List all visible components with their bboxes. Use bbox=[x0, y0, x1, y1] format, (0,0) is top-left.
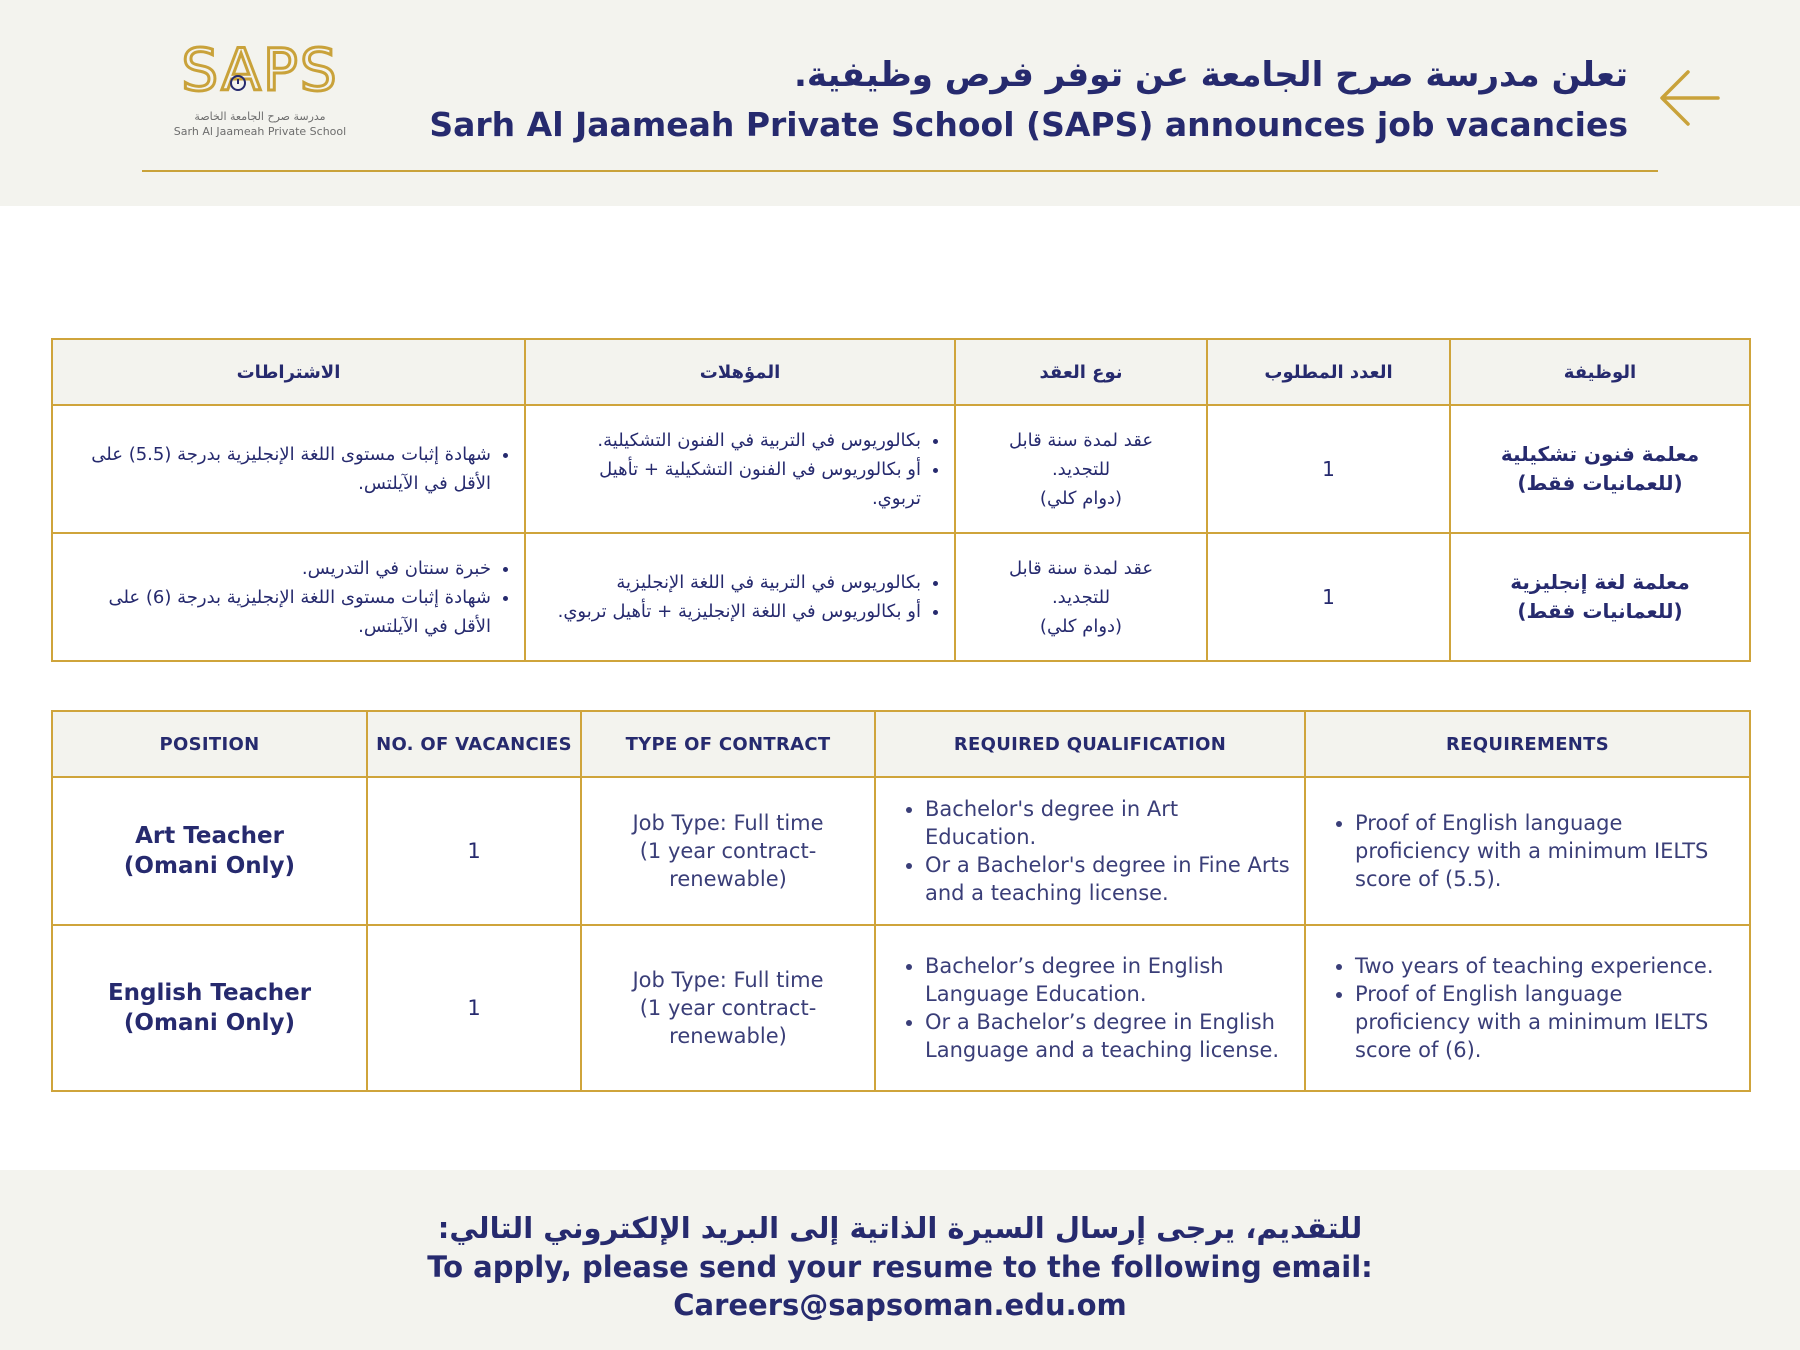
careers-email-link[interactable]: Careers@sapsoman.edu.om bbox=[673, 1288, 1127, 1322]
list-item: • شهادة إثبات مستوى اللغة الإنجليزية بدرجة (6) على الأقل في الآيلتس. bbox=[74, 583, 491, 641]
vacancies-cell: 1 bbox=[367, 925, 581, 1091]
list-item: • Or a Bachelor's degree in Fine Arts and a teaching license. bbox=[925, 851, 1295, 907]
page-title-ar: تعلن مدرسة صرح الجامعة عن توفر فرص وظيفية. bbox=[793, 55, 1628, 95]
list-item: • Bachelor's degree in Art Education. bbox=[925, 795, 1295, 851]
contract-line: renewable) bbox=[669, 867, 787, 891]
qualifications-cell bbox=[525, 533, 955, 661]
position-title: معلمة فنون تشكيلية bbox=[1500, 442, 1700, 466]
table-row bbox=[52, 925, 1750, 1091]
contract-line: عقد لمدة سنة قابل bbox=[1008, 557, 1154, 579]
position-cell bbox=[52, 777, 367, 925]
vacancies-cell: 1 bbox=[1207, 405, 1450, 533]
header-band bbox=[0, 0, 1800, 206]
table-row bbox=[52, 405, 1750, 533]
header-divider bbox=[142, 170, 1658, 172]
list-item: • خبرة سنتان في التدريس. bbox=[74, 554, 491, 583]
page-title-block bbox=[429, 48, 1628, 148]
list-item: • أو بكالوريوس في الفنون التشكيلية + تأهيل تربوي. bbox=[547, 455, 921, 513]
list-item: • Bachelor’s degree in English Language Education. bbox=[925, 952, 1295, 1008]
position-note: (Omani Only) bbox=[123, 1010, 296, 1036]
position-cell bbox=[52, 925, 367, 1091]
contract-line: (دوام كلي) bbox=[1039, 487, 1123, 509]
contract-line: عقد لمدة سنة قابل bbox=[1008, 429, 1154, 451]
position-title: Art Teacher bbox=[135, 823, 284, 849]
qualifications-cell bbox=[525, 405, 955, 533]
list-item: • Two years of teaching experience. bbox=[1355, 952, 1740, 980]
col-header-position-en: POSITION bbox=[52, 711, 367, 777]
position-title: معلمة لغة إنجليزية bbox=[1510, 570, 1690, 594]
requirements-cell bbox=[52, 533, 525, 661]
arrow-left-icon bbox=[1656, 66, 1722, 130]
contract-line: (1 year contract- bbox=[639, 996, 817, 1020]
vacancies-table-english bbox=[51, 710, 1751, 1092]
contract-line: Job Type: Full time bbox=[632, 811, 824, 835]
list-item: • بكالوريوس في التربية في الفنون التشكيلية. bbox=[547, 426, 921, 455]
footer-band bbox=[0, 1170, 1800, 1350]
logo-name-en: Sarh Al Jaameah Private School bbox=[173, 125, 347, 138]
vacancies-cell: 1 bbox=[1207, 533, 1450, 661]
requirements-cell bbox=[1305, 925, 1750, 1091]
contract-line: (1 year contract- bbox=[639, 839, 817, 863]
position-cell bbox=[1450, 533, 1750, 661]
contract-line: renewable) bbox=[669, 1024, 787, 1048]
contract-cell bbox=[581, 925, 875, 1091]
col-header-qualifications-ar: المؤهلات bbox=[525, 339, 955, 405]
contract-line: Job Type: Full time bbox=[632, 968, 824, 992]
position-note: (للعمانيات فقط) bbox=[1517, 599, 1683, 623]
list-item: • Proof of English language proficiency with a minimum IELTS score of (5.5). bbox=[1355, 809, 1740, 893]
contract-line: للتجديد. bbox=[1051, 458, 1111, 480]
col-header-position-ar: الوظيفة bbox=[1450, 339, 1750, 405]
col-header-contract-ar: نوع العقد bbox=[955, 339, 1207, 405]
apply-instructions-ar: للتقديم، يرجى إرسال السيرة الذاتية إلى البريد الإلكتروني التالي: bbox=[437, 1211, 1363, 1245]
position-title: English Teacher bbox=[107, 980, 312, 1006]
col-header-requirements-en: REQUIREMENTS bbox=[1305, 711, 1750, 777]
position-cell bbox=[1450, 405, 1750, 533]
position-note: (Omani Only) bbox=[123, 853, 296, 879]
col-header-contract-en: TYPE OF CONTRACT bbox=[581, 711, 875, 777]
contract-line: للتجديد. bbox=[1051, 586, 1111, 608]
list-item: • بكالوريوس في التربية في اللغة الإنجليزية bbox=[547, 568, 921, 597]
position-note: (للعمانيات فقط) bbox=[1517, 471, 1683, 495]
col-header-vacancies-en: NO. OF VACANCIES bbox=[367, 711, 581, 777]
apply-instructions-en: To apply, please send your resume to the following email: bbox=[427, 1250, 1373, 1284]
vacancies-cell: 1 bbox=[367, 777, 581, 925]
contract-cell bbox=[955, 405, 1207, 533]
table-header-row bbox=[52, 339, 1750, 405]
logo-wordmark: SAPS bbox=[181, 36, 339, 104]
requirements-cell bbox=[1305, 777, 1750, 925]
list-item: • Proof of English language proficiency with a minimum IELTS score of (6). bbox=[1355, 980, 1740, 1064]
table-header-row bbox=[52, 711, 1750, 777]
table-row bbox=[52, 777, 1750, 925]
contract-cell bbox=[581, 777, 875, 925]
qualification-cell bbox=[875, 925, 1305, 1091]
contract-cell bbox=[955, 533, 1207, 661]
table-row bbox=[52, 533, 1750, 661]
requirements-cell bbox=[52, 405, 525, 533]
page-title-en: Sarh Al Jaameah Private School (SAPS) announces job vacancies bbox=[429, 105, 1628, 144]
list-item: • Or a Bachelor’s degree in English Language and a teaching license. bbox=[925, 1008, 1295, 1064]
vacancies-table-arabic bbox=[51, 338, 1751, 662]
col-header-requirements-ar: الاشتراطات bbox=[52, 339, 525, 405]
list-item: • شهادة إثبات مستوى اللغة الإنجليزية بدرجة (5.5) على الأقل في الآيلتس. bbox=[74, 440, 491, 498]
logo-name-ar: مدرسة صرح الجامعة الخاصة bbox=[194, 110, 326, 123]
saps-logo-icon bbox=[170, 34, 350, 104]
col-header-qualification-en: REQUIRED QUALIFICATION bbox=[875, 711, 1305, 777]
school-logo bbox=[160, 34, 360, 138]
col-header-vacancies-ar: العدد المطلوب bbox=[1207, 339, 1450, 405]
qualification-cell bbox=[875, 777, 1305, 925]
list-item: • أو بكالوريوس في اللغة الإنجليزية + تأهيل تربوي. bbox=[547, 597, 921, 626]
contract-line: (دوام كلي) bbox=[1039, 615, 1123, 637]
